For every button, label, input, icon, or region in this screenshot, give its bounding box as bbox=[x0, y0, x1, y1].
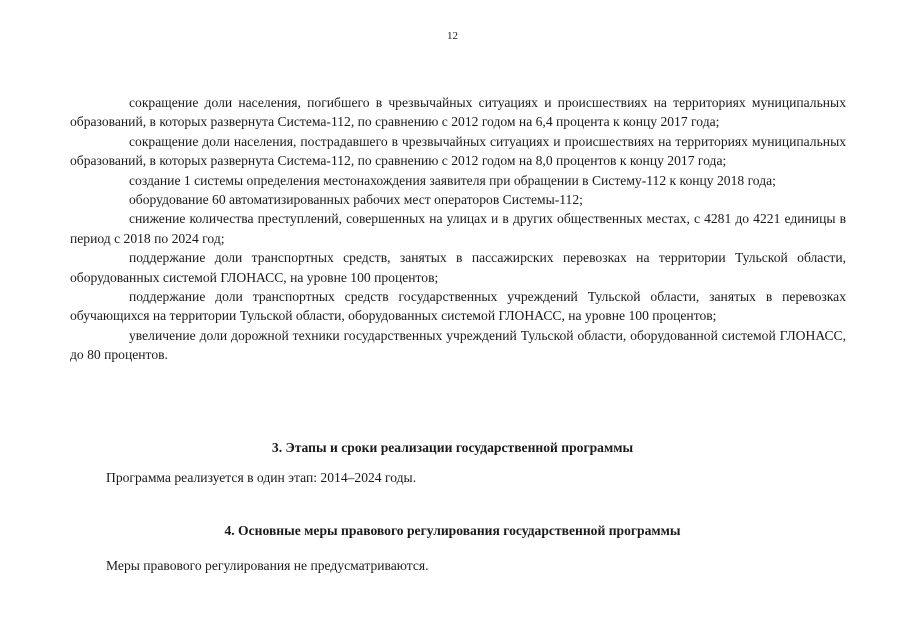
paragraph-deaths-reduction: сокращение доли населения, погибшего в чрезвычайных ситуациях и происшествиях на территориях муниципальных образований, в которых развернута Система-112, по сравнению с 2012 годом на 6,4 процента к концу 2017 года; bbox=[70, 95, 846, 130]
section-4-heading: 4. Основные меры правового регулирования государственной программы bbox=[224, 523, 681, 538]
paragraph-workstations: оборудование 60 автоматизированных рабочих мест операторов Системы-112; bbox=[129, 192, 583, 208]
paragraph-injured-reduction: сокращение доли населения, пострадавшего в чрезвычайных ситуациях и происшествиях на территориях муниципальных образований, в которых развернута Система-112, по сравнению с 2012 годом на 8,0 процентов к концу 2017 года; bbox=[70, 133, 846, 169]
section-3-heading: 3. Этапы и сроки реализации государственной программы bbox=[271, 440, 634, 455]
goals-list bbox=[70, 93, 846, 365]
page-number: 12 bbox=[447, 30, 458, 42]
paragraph-passenger-glonass: поддержание доли транспортных средств, занятых в пассажирских перевозках на территории Тульской области, оборудованных системой ГЛОНАСС, на уровне 100 процентов; bbox=[70, 250, 846, 285]
section-4-text: Меры правового регулирования не предусматриваются. bbox=[106, 558, 429, 573]
paragraph-crime-reduction: снижение количества преступлений, совершенных на улицах и в других общественных местах, с 4281 до 4221 единицы в период с 2018 по 2024 год; bbox=[70, 211, 846, 246]
paragraph-location-system: создание 1 системы определения местонахождения заявителя при обращении в Систему-112 к концу 2018 года; bbox=[129, 172, 776, 188]
section-3-text: Программа реализуется в один этап: 2014–2024 годы. bbox=[106, 470, 417, 485]
paragraph-road-machinery-glonass: увеличение доли дорожной техники государственных учреждений Тульской области, оборудованной системой ГЛОНАСС, до 80 процентов. bbox=[70, 327, 846, 363]
paragraph-student-transport-glonass: поддержание доли транспортных средств государственных учреждений Тульской области, занятых в перевозках обучающихся на территории Тульской области, оборудованных системой ГЛОНАСС, на уровне 100 процентов; bbox=[70, 289, 846, 324]
